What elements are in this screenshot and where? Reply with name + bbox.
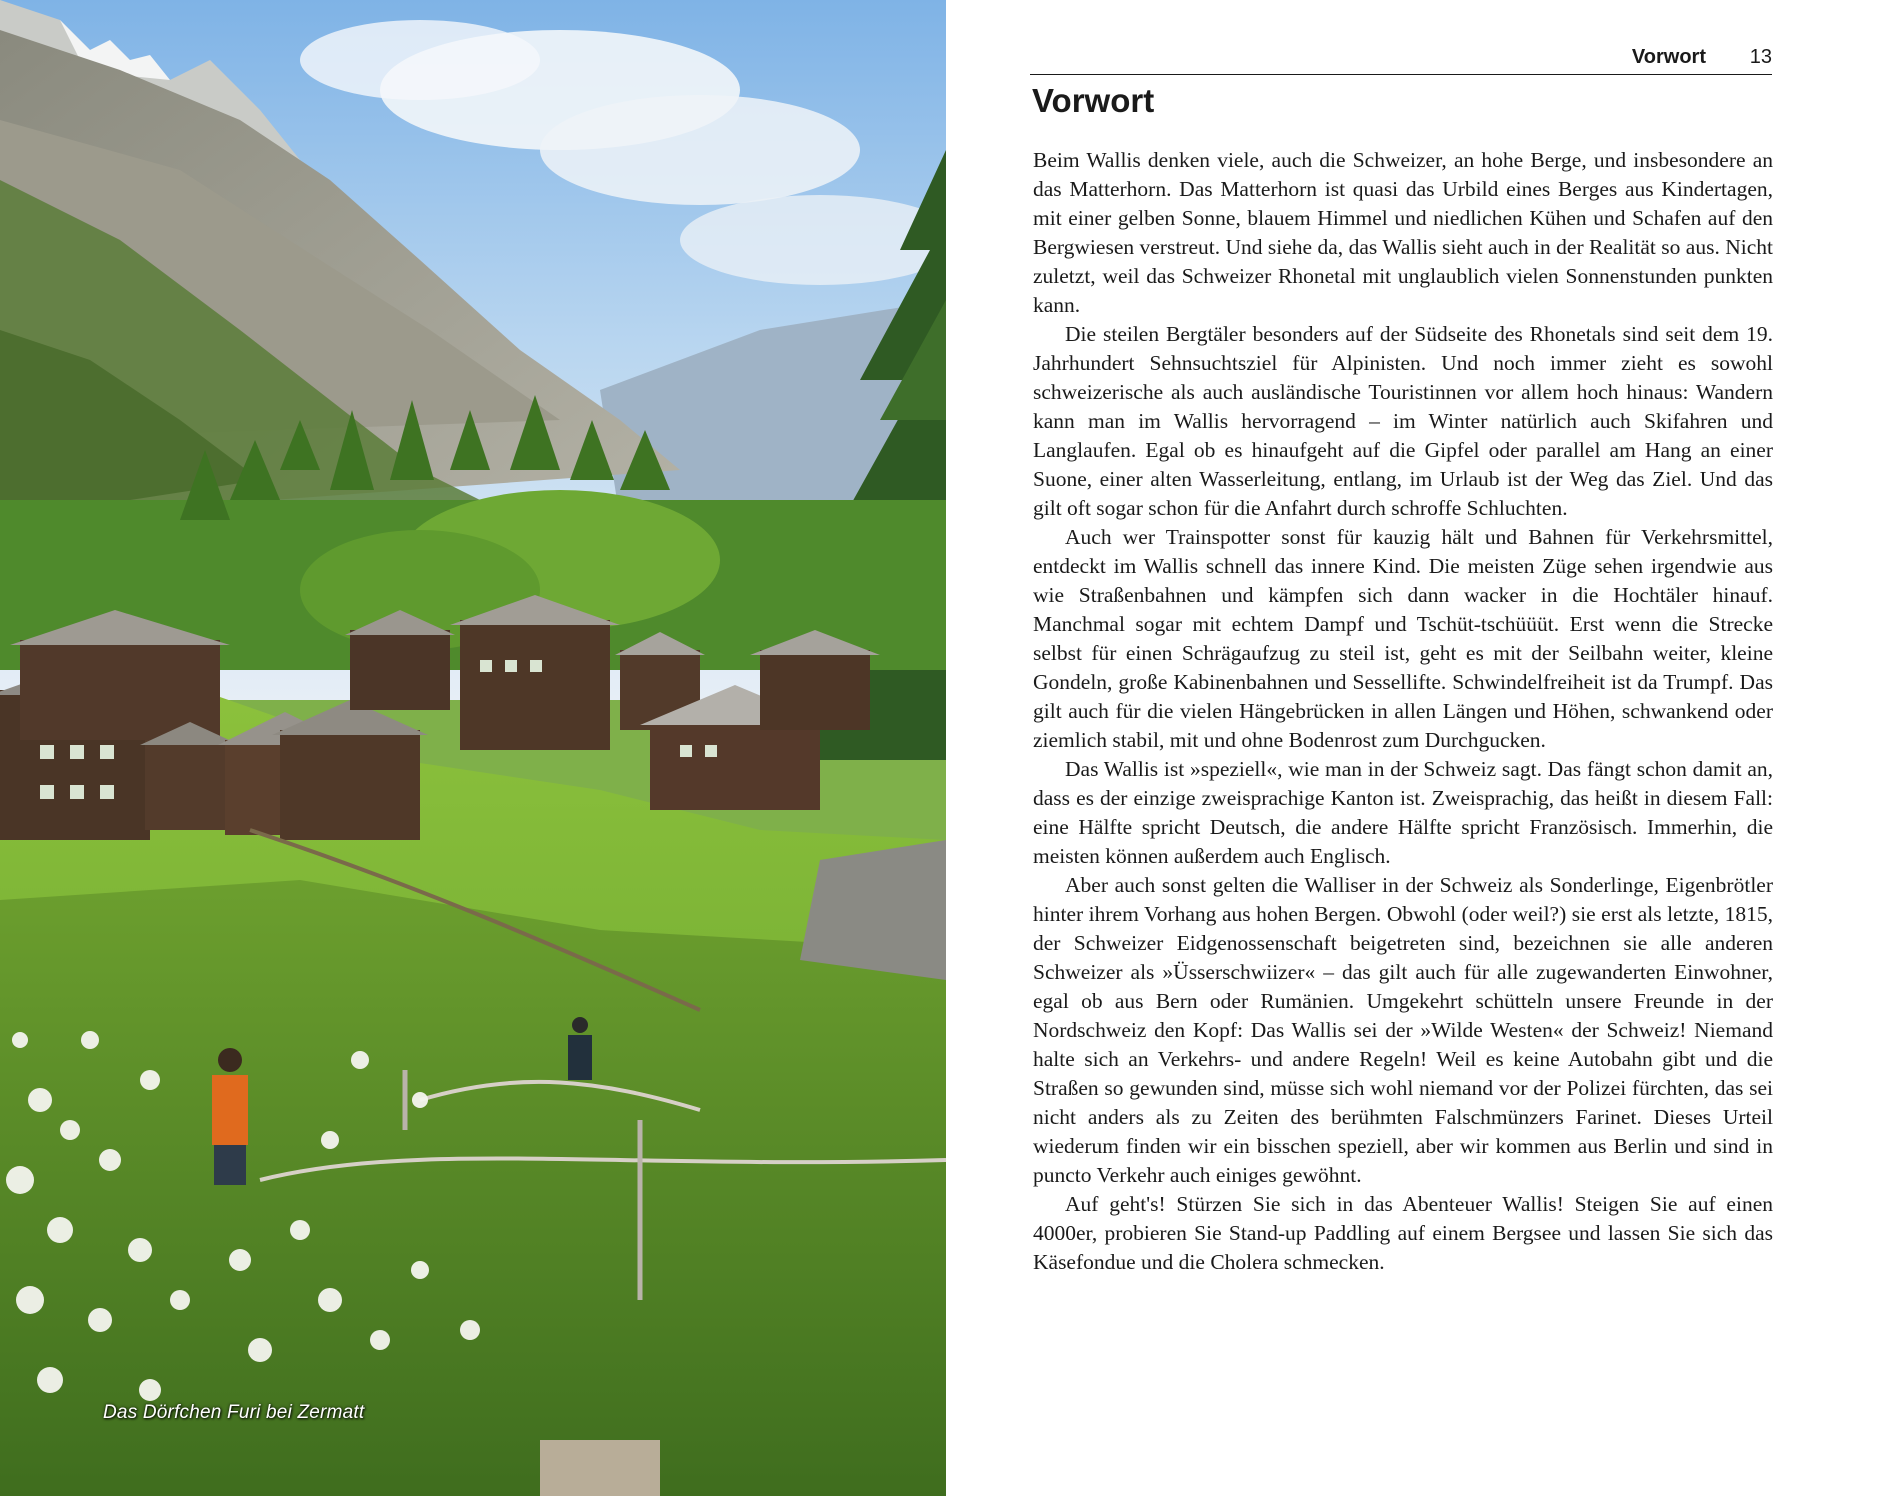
paragraph: Das Wallis ist »speziell«, wie man in der Schweiz sagt. Das fängt schon damit an, dass es der einzige zweisprachige Kanton ist. Zweisprachig, das heißt in diesem Fall: eine Hälfte spricht Deutsch, die andere Hälfte spricht Französisch. Immerhin, die meisten können außerdem auch Englisch. — [1033, 757, 1773, 868]
page-number: 13 — [1749, 46, 1772, 68]
body-text — [1033, 146, 1773, 1277]
paragraph: Auch wer Trainspotter sonst für kauzig hält und Bahnen für Verkehrsmittel, entdeckt im Wallis schnell das innere Kind. Die meisten Züge sehen irgendwie aus wie Straßenbahnen und kämpfen sich dann wacker in die Hochtäler hinauf. Manchmal sogar mit echtem Dampf und Tschüt-tschüüüt. Erst wenn die Strecke selbst für einen Schrägaufzug zu steil ist, geht es mit der Seilbahn weiter, kleine Gondeln, große Kabinenbahnen und Sessellifte. Schwindelfreiheit ist da Trumpf. Das gilt auch für die vielen Hängebrücken in allen Längen und Höhen, schwankend oder ziemlich stabil, mit und ohne Bodenrost zum Durchgucken. — [1033, 525, 1773, 752]
running-head — [1030, 44, 1772, 75]
paragraph: Auf geht's! Stürzen Sie sich in das Abenteuer Wallis! Steigen Sie auf einen 4000er, probieren Sie Stand-up Paddling auf einem Bergsee und lassen Sie sich das Käsefondue und die Cholera schmecken. — [1033, 1192, 1773, 1274]
running-head-title: Vorwort — [1631, 46, 1706, 68]
chapter-title: Vorwort — [1032, 82, 1155, 119]
paragraph: Aber auch sonst gelten die Walliser in der Schweiz als Sonderlinge, Eigenbrötler hinter ihrem Vorhang aus hohen Bergen. Obwohl (oder weil?) sie erst als letzte, 1815, der Schweizer Eidgenossenschaft beigetreten sind, bezeichnen sie alle anderen Schweizer als »Üsserschwiizer« – das gilt auch für alle zugewanderten Einwohner, egal ob aus Bern oder Rumänien. Umgekehrt schütteln unsere Freunde in der Nordschweiz den Kopf: Das Wallis sei der »Wilde Westen« der Schweiz! Niemand halte sich an Verkehrs- und andere Regeln! Weil es keine Autobahn gibt und die Straßen so gewunden sind, müsse sich wohl niemand vor der Polizei fürchten, das sei nicht anders als zu Zeiten des berühmten Falschmünzers Farinet. Dieses Urteil wiederum finden wir ein bisschen speziell, aber wir kommen aus Berlin und sind in puncto Verkehr auch einiges gewöhnt. — [1033, 873, 1773, 1187]
text-page — [946, 0, 1890, 1496]
photo-caption: Das Dörfchen Furi bei Zermatt — [103, 1402, 365, 1423]
paragraph: Die steilen Bergtäler besonders auf der Südseite des Rhonetals sind seit dem 19. Jahrhundert Sehnsuchtsziel für Alpinisten. Und noch immer zieht es sowohl schweizerische als auch ausländische Touristinnen vor allem hoch hinaus: Wandern kann man im Wallis hervorragend – im Winter natürlich auch Skifahren und Langlaufen. Egal ob es hinaufgeht auf die Gipfel oder parallel am Hang an einer Suone, einer alten Wasserleitung, entlang, im Urlaub ist der Weg das Ziel. Und das gilt oft sogar schon für die Anfahrt durch schroffe Schluchten. — [1033, 322, 1773, 520]
paragraph: Beim Wallis denken viele, auch die Schweizer, an hohe Berge, und insbesondere an das Matterhorn. Das Matterhorn ist quasi das Urbild eines Berges aus Kindertagen, mit einer gelben Sonne, blauem Himmel und niedlichen Kühen und Schafen auf den Bergwiesen verstreut. Und siehe da, das Wallis sieht auch in der Realität so aus. Nicht zuletzt, weil das Schweizer Rhonetal mit unglaublich vielen Sonnenstunden punkten kann. — [1033, 148, 1773, 317]
